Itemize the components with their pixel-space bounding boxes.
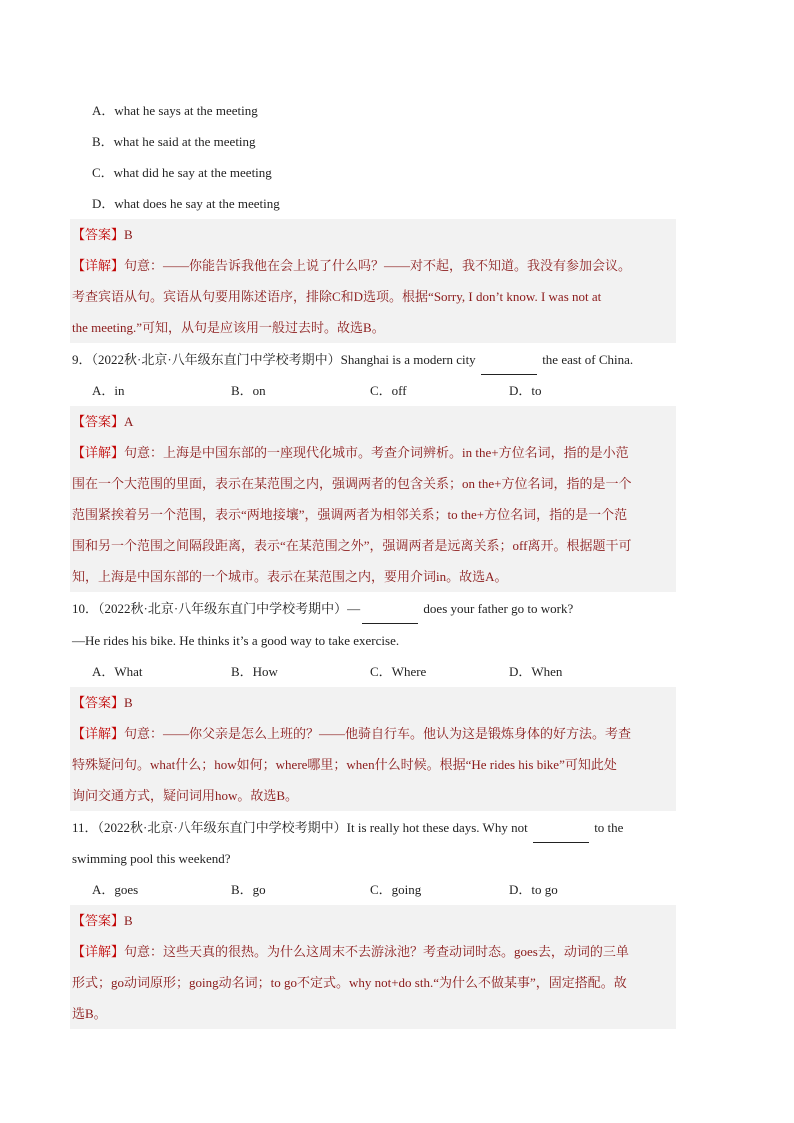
q8-option-a: A．what he says at the meeting xyxy=(92,103,258,118)
q11-detail-line-3: 选B。 xyxy=(72,1006,107,1021)
q11-option-c: C．going xyxy=(370,882,422,897)
q11-detail-line-2: 形式；go动词原形；going动名词；to go不定式。why not+do sth.“为什么不做某事”，固定搭配。故 xyxy=(72,975,627,990)
q9-blank xyxy=(481,356,537,375)
q10-option-a: A．What xyxy=(92,664,143,679)
q11-stem: 11．（2022秋·北京·八年级东直门中学校考期中）It is really hot these days. Why not to the xyxy=(72,812,623,843)
q11-answer: 【答案】B xyxy=(72,913,133,928)
q8-detail-line-2: 考查宾语从句。宾语从句要用陈述语序，排除C和D选项。根据“Sorry, I don’t know. I was not at xyxy=(72,289,602,304)
q9-options xyxy=(92,375,542,406)
q11-stem-line-2: swimming pool this weekend? xyxy=(72,851,231,866)
q8-detail-line-1: 【详解】句意：——你能告诉我他在会上说了什么吗？——对不起，我不知道。我没有参加会议。 xyxy=(72,258,632,273)
q10-option-c: C．Where xyxy=(370,664,427,679)
q11-option-a: A．goes xyxy=(92,882,139,897)
q9-detail-line-2: 围在一个大范围的里面，表示在某范围之内，强调两者的包含关系；on the+方位名词，指的是一个 xyxy=(72,476,632,491)
q9-detail-line-1: 【详解】句意：上海是中国东部的一座现代化城市。考查介词辨析。in the+方位名词，指的是小范 xyxy=(72,445,629,460)
q9-detail-line-4: 围和另一个范围之间隔段距离，表示“在某范围之外”，强调两者是远离关系；off离开。根据题干可 xyxy=(72,538,632,553)
q9-option-b: B．on xyxy=(231,383,266,398)
q10-blank xyxy=(362,605,418,624)
q9-detail-line-5: 知，上海是中国东部的一个城市。表示在某范围之内，要用介词in。故选A。 xyxy=(72,569,508,584)
q8-option-d: D．what does he say at the meeting xyxy=(92,196,280,211)
q11-detail-line-1: 【详解】句意：这些天真的很热。为什么这周末不去游泳池？考查动词时态。goes去，动词的三单 xyxy=(72,944,629,959)
q9-option-c: C．off xyxy=(370,383,407,398)
q10-option-b: B．How xyxy=(231,664,278,679)
q11-option-b: B．go xyxy=(231,882,266,897)
q10-answer: 【答案】B xyxy=(72,695,133,710)
q11-options xyxy=(92,874,558,905)
q10-stem: 10．（2022秋·北京·八年级东直门中学校考期中）— does your father go to work? xyxy=(72,593,573,624)
q10-options xyxy=(92,656,562,687)
q10-detail-line-2: 特殊疑问句。what什么；how如何；where哪里；when什么时候。根据“He rides his bike”可知此处 xyxy=(72,757,617,772)
q11-blank xyxy=(533,824,589,843)
q10-detail-line-1: 【详解】句意：——你父亲是怎么上班的？——他骑自行车。他认为这是锻炼身体的好方法。考查 xyxy=(72,726,632,741)
q9-detail-line-3: 范围紧挨着另一个范围，表示“两地接壤”，强调两者为相邻关系；to the+方位名词，指的是一个范 xyxy=(72,507,628,522)
q10-detail-line-3: 询问交通方式，疑问词用how。故选B。 xyxy=(72,788,299,803)
q8-answer: 【答案】B xyxy=(72,227,133,242)
q9-option-a: A．in xyxy=(92,383,125,398)
q10-option-d: D．When xyxy=(509,664,563,679)
q9-answer: 【答案】A xyxy=(72,414,134,429)
q9-stem: 9．（2022秋·北京·八年级东直门中学校考期中）Shanghai is a modern city the east of China. xyxy=(72,344,633,375)
q9-option-d: D．to xyxy=(509,383,542,398)
q8-option-c: C．what did he say at the meeting xyxy=(92,165,272,180)
q8-option-b: B．what he said at the meeting xyxy=(92,134,256,149)
q11-option-d: D．to go xyxy=(509,882,558,897)
q10-stem-line-2: —He rides his bike. He thinks it’s a good way to take exercise. xyxy=(72,633,400,648)
q8-detail-line-3: the meeting.”可知，从句是应该用一般过去时。故选B。 xyxy=(72,320,385,335)
